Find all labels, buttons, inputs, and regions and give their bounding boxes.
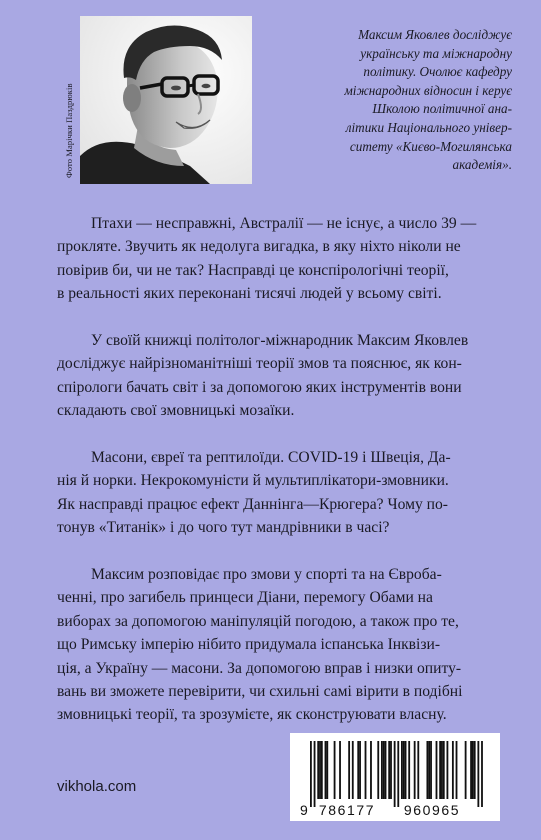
barcode-digits-right: 960965 xyxy=(403,802,461,818)
blurb-line: У своїй книжці політолог-міжнародник Максим Яковлев xyxy=(91,332,469,349)
barcode-bar xyxy=(321,741,323,799)
blurb-paragraph-4 xyxy=(57,563,495,727)
barcode-bar xyxy=(377,741,379,799)
barcode-bar xyxy=(325,741,327,799)
photo-credit: Фото Марічки Паздрюків xyxy=(64,83,74,178)
barcode-bar xyxy=(474,741,476,799)
barcode-bar xyxy=(381,741,383,799)
blurb-paragraph-3 xyxy=(57,446,495,540)
author-bio-line: ситету «Києво-Могилянська xyxy=(349,138,512,154)
barcode-bar xyxy=(339,741,341,799)
barcode-bar xyxy=(439,741,441,799)
barcode-bar xyxy=(447,741,449,799)
barcode-bar xyxy=(365,741,367,799)
barcode-digit-first: 9 xyxy=(300,802,308,818)
barcode-bar xyxy=(414,741,416,799)
blurb-line: в реальності яких переконані тисячі людей у всьому світі. xyxy=(57,285,442,303)
blurb-line: що Римську імперію нібито придумала іспанська Інквізи- xyxy=(57,636,441,654)
blurb-line: прокляте. Звучить як недолуга вигадка, в яку ніхто ніколи не xyxy=(57,238,461,256)
barcode-bar xyxy=(334,741,336,799)
barcode-bar xyxy=(436,741,438,799)
barcode-bar xyxy=(408,741,410,799)
barcode-bar xyxy=(352,741,354,799)
barcode-bar xyxy=(452,741,454,799)
author-photo xyxy=(80,16,252,184)
barcode-bar xyxy=(314,741,316,807)
barcode-bar xyxy=(481,741,483,807)
blurb-line: ція, а Україну — масони. За допомогою вправ і низки опиту- xyxy=(57,659,462,677)
blurb-paragraph-1 xyxy=(57,212,495,306)
barcode-bar xyxy=(317,741,319,799)
barcode-bar xyxy=(390,741,392,799)
barcode-bar xyxy=(403,741,405,799)
blurb-line: Як насправді працює ефект Даннінга—Крюгера? Чому по- xyxy=(57,495,449,513)
barcode-digits-left: 786177 xyxy=(318,802,376,818)
blurb-line: виборах за допомогою маніпуляцій погодою, а також про те, xyxy=(57,612,459,630)
barcode-bar xyxy=(405,741,407,799)
blurb-line: повірив би, чи не так? Насправді це конспірологічні теорії, xyxy=(57,261,449,279)
barcode-bar xyxy=(397,741,399,807)
barcode-bar xyxy=(443,741,445,799)
barcode-bar xyxy=(417,741,419,799)
blurb-line: змовницькі теорії, та зрозумієте, як сконструювати власну. xyxy=(57,706,447,724)
author-bio-line: міжнародних відносин і керує xyxy=(344,82,512,98)
barcode-bar xyxy=(357,741,359,799)
barcode-bar xyxy=(430,741,432,799)
blurb-paragraph-2 xyxy=(57,329,495,423)
author-bio-line: літики Національного універ- xyxy=(345,119,512,135)
barcode-bar xyxy=(426,741,428,799)
author-portrait-image xyxy=(80,16,252,184)
barcode-bar xyxy=(319,741,321,799)
barcode-bar xyxy=(348,741,350,799)
barcode-bar xyxy=(370,741,372,799)
blurb-line: нія й норки. Некрокомуністи й мультиплікатори-змовники. xyxy=(57,472,449,490)
blurb-line: складають свої змовницькі мозаїки. xyxy=(57,402,295,420)
barcode-bar xyxy=(394,741,396,807)
blurb-line: вань ви зможете перевірити, чи схильні самі вірити в подібні xyxy=(57,683,463,701)
barcode-bar xyxy=(441,741,443,799)
blurb-line: спірологи бачать світ і за допомогою яких інструментів вони xyxy=(57,378,462,396)
blurb-line: Максим розповідає про змови у спорті та на Євроба- xyxy=(91,566,442,583)
barcode-bar xyxy=(470,741,472,799)
blurb-line: Птахи — несправжні, Австралії — не існує, а число 39 — xyxy=(91,215,477,232)
blurb-line: тонув «Титанік» і до чого тут мандрівники в часі? xyxy=(57,519,390,537)
barcode-bar xyxy=(359,741,361,799)
author-bio-line: українську та міжнародну xyxy=(360,45,512,61)
barcode-bar xyxy=(385,741,387,799)
author-bio-line: політику. Очолює кафедру xyxy=(363,64,512,80)
author-bio xyxy=(262,26,512,175)
barcode-bar xyxy=(401,741,403,799)
author-bio-line: Максим Яковлев досліджує xyxy=(358,27,512,42)
barcode-bar xyxy=(428,741,430,799)
barcode-bars xyxy=(290,733,500,821)
barcode-bar xyxy=(388,741,390,799)
barcode-bar xyxy=(383,741,385,799)
isbn-barcode xyxy=(290,733,500,821)
publisher-url: vikhola.com xyxy=(57,778,137,795)
blurb-line: досліджує найрізноманітніші теорії змов та пояснює, як кон- xyxy=(57,355,462,373)
author-bio-line: академія». xyxy=(452,157,512,173)
barcode-bar xyxy=(472,741,474,799)
barcode-bar xyxy=(456,741,458,799)
barcode-bar xyxy=(477,741,479,807)
blurb-line: ченні, про загибель принцеси Діани, перемогу Обами на xyxy=(57,589,433,607)
barcode-bar xyxy=(326,741,328,799)
blurb-line: Масони, євреї та рептилоїди. COVID-19 і Швеція, Да- xyxy=(91,449,451,466)
barcode-bar xyxy=(310,741,312,807)
author-bio-line: Школою політичної ана- xyxy=(372,101,512,117)
barcode-bar xyxy=(465,741,467,799)
